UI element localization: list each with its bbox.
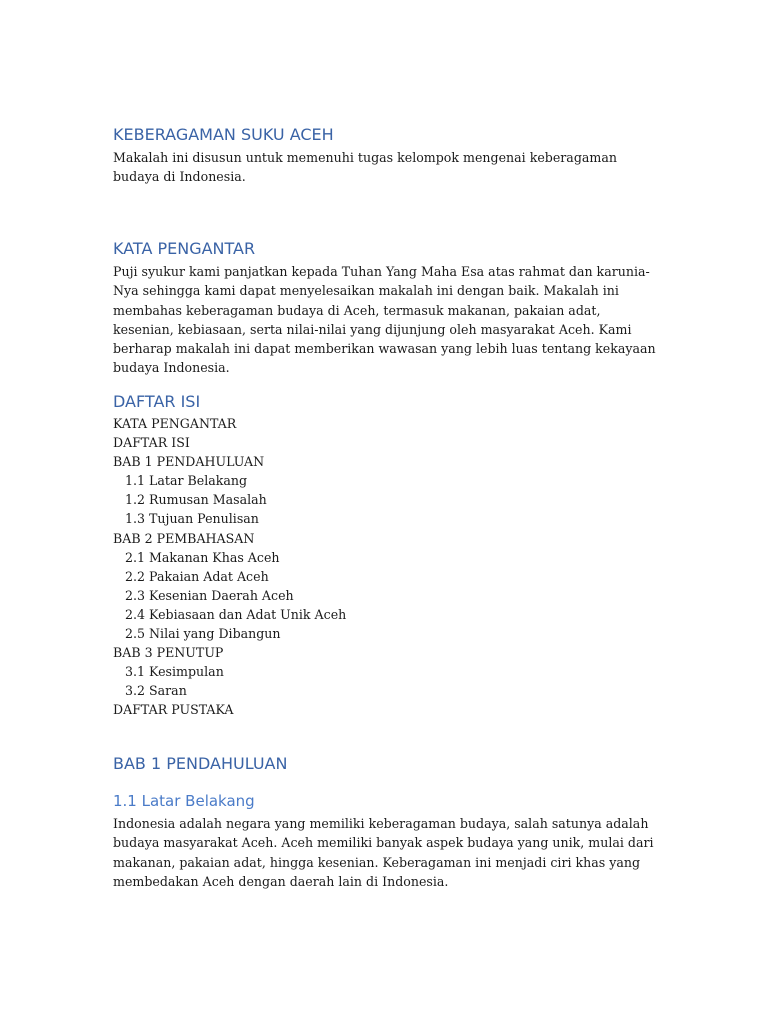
toc-item: 1.3 Tujuan Penulisan — [125, 511, 259, 527]
toc-item: 1.2 Rumusan Masalah — [125, 492, 267, 508]
kata-pengantar-section — [113, 239, 658, 259]
title-section — [113, 125, 658, 145]
toc-item: 3.1 Kesimpulan — [125, 664, 224, 680]
bab1-section — [113, 754, 658, 774]
toc-item: 2.2 Pakaian Adat Aceh — [125, 568, 269, 584]
toc-item: 3.2 Saran — [125, 683, 187, 699]
toc-item: 2.5 Nilai yang Dibangun — [125, 626, 281, 642]
toc-list — [113, 414, 658, 720]
bab1-heading: BAB 1 PENDAHULUAN — [113, 754, 288, 773]
latar-belakang-body-wrap — [113, 814, 658, 891]
daftar-isi-section — [113, 392, 658, 412]
toc-item: 1.1 Latar Belakang — [125, 473, 248, 489]
kata-pengantar-body-wrap — [113, 262, 658, 378]
toc-item: DAFTAR PUSTAKA — [113, 702, 234, 718]
latar-belakang-section — [113, 791, 658, 811]
toc-item: 2.3 Kesenian Daerah Aceh — [125, 587, 294, 603]
toc-item: DAFTAR ISI — [113, 435, 190, 451]
daftar-isi-heading: DAFTAR ISI — [113, 392, 201, 411]
toc-item: BAB 3 PENUTUP — [113, 645, 224, 661]
toc-item: 2.1 Makanan Khas Aceh — [125, 549, 280, 565]
intro-paragraph: Makalah ini disusun untuk memenuhi tugas kelompok mengenai keberagaman budaya di Indonesia. — [113, 150, 617, 185]
toc-item: KATA PENGANTAR — [113, 416, 237, 431]
document-title: KEBERAGAMAN SUKU ACEH — [113, 125, 334, 144]
latar-belakang-heading: 1.1 Latar Belakang — [113, 792, 255, 810]
toc-item: BAB 1 PENDAHULUAN — [113, 454, 265, 470]
kata-pengantar-heading: KATA PENGANTAR — [113, 239, 256, 258]
kata-pengantar-body: Puji syukur kami panjatkan kepada Tuhan Yang Maha Esa atas rahmat dan karunia-Nya sehingga kami dapat menyelesaikan makalah ini dengan baik. Makalah ini membahas keberagaman budaya di Aceh, termasuk makanan, pakaian adat, kesenian, kebiasaan, serta nilai-nilai yang dijunjung oleh masyarakat Aceh. Kami berharap makalah ini dapat memberikan wawasan yang lebih luas tentang kekayaan budaya Indonesia. — [113, 264, 656, 376]
intro-section — [113, 148, 658, 187]
toc-item: 2.4 Kebiasaan dan Adat Unik Aceh — [125, 606, 347, 622]
toc-item: BAB 2 PEMBAHASAN — [113, 530, 255, 546]
latar-belakang-body: Indonesia adalah negara yang memiliki keberagaman budaya, salah satunya adalah budaya masyarakat Aceh. Aceh memiliki banyak aspek budaya yang unik, mulai dari makanan, pakaian adat, hingga kesenian. Keberagaman ini menjadi ciri khas yang membedakan Aceh dengan daerah lain di Indonesia. — [113, 816, 654, 889]
